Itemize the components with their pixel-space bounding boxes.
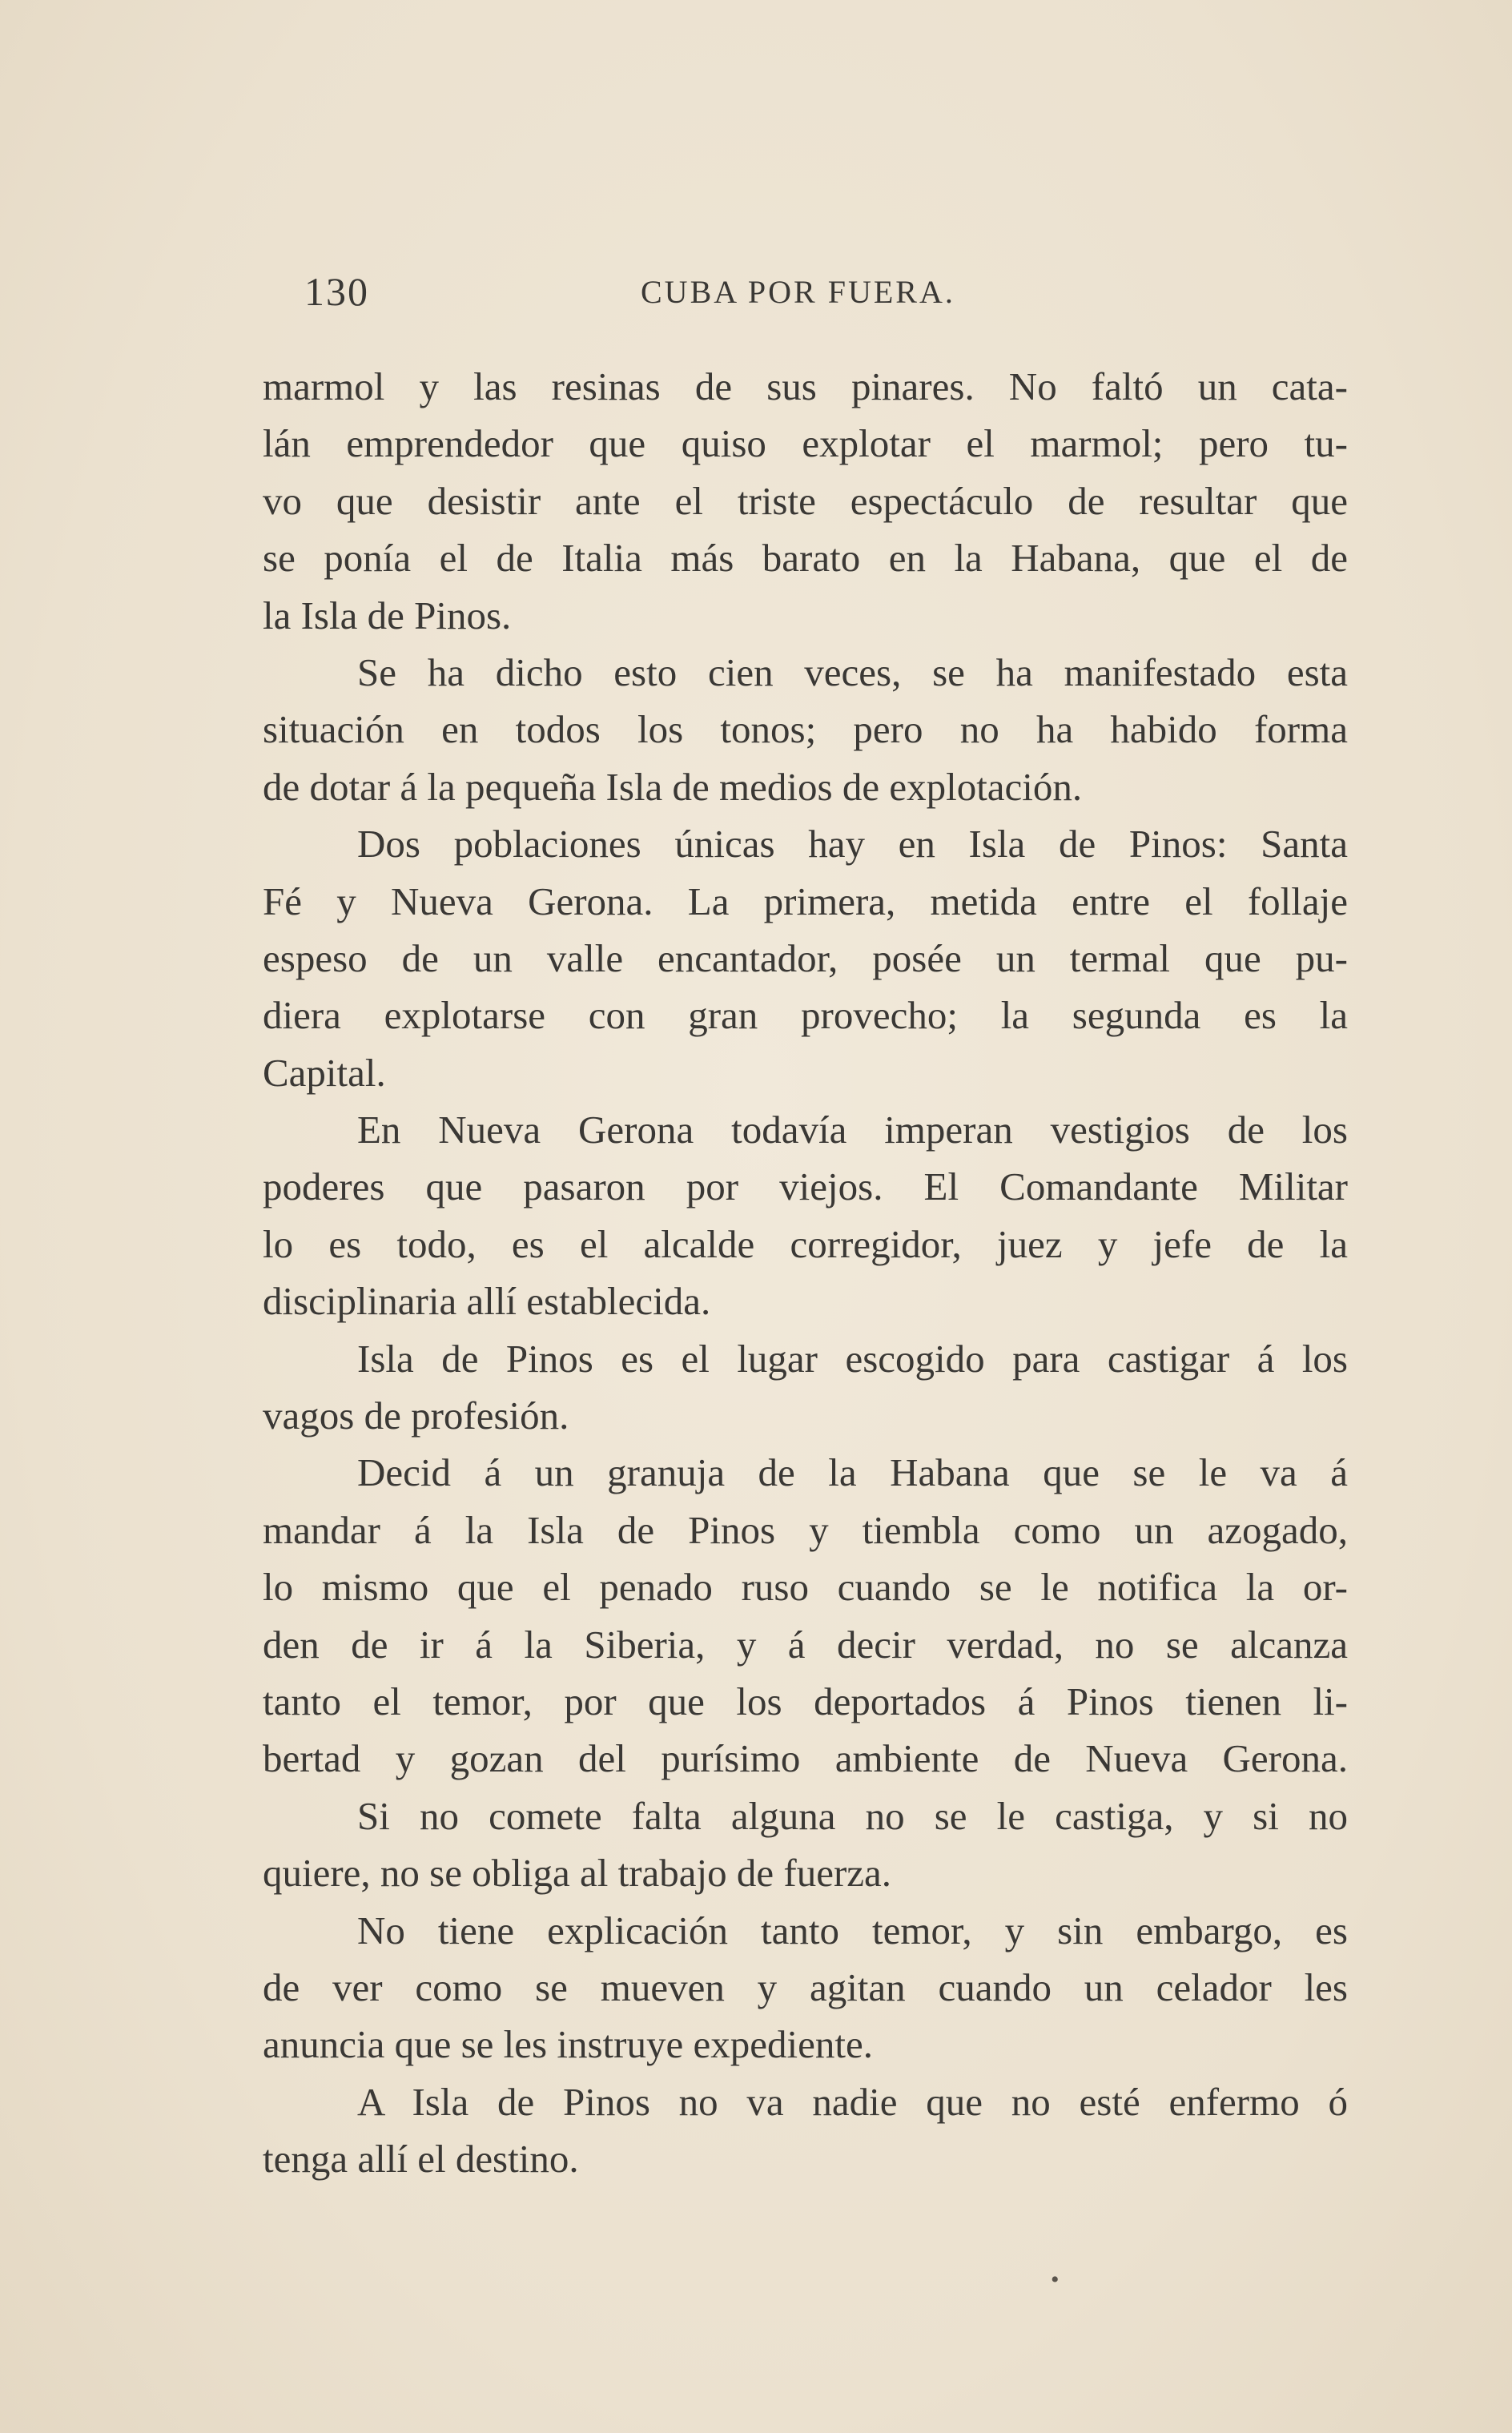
text-line: Se ha dicho esto cien veces, se ha manifestado esta <box>357 649 1348 694</box>
text-line: vo que desistir ante el triste espectáculo de resultar que <box>263 478 1348 523</box>
text-line: lán emprendedor que quiso explotar el marmol; pero tu- <box>263 421 1348 466</box>
text-line: No tiene explicación tanto temor, y sin embargo, es <box>357 1908 1348 1952</box>
text-line: Dos poblaciones únicas hay en Isla de Pinos: Santa <box>357 822 1348 867</box>
text-line: marmol y las resinas de sus pinares. No faltó un cata- <box>263 364 1348 408</box>
text-line: lo mismo que el penado ruso cuando se le notifica la or- <box>263 1565 1348 1610</box>
text-line: quiere, no se obliga al trabajo de fuerza. <box>263 1851 892 1896</box>
text-line: lo es todo, es el alcalde corregidor, juez y jefe de la <box>263 1221 1348 1266</box>
text-line: vagos de profesión. <box>263 1393 569 1438</box>
text-line: Si no comete falta alguna no se le castiga, y si no <box>357 1793 1348 1838</box>
text-line: Decid á un granuja de la Habana que se le va á <box>357 1450 1348 1495</box>
text-line: En Nueva Gerona todavía imperan vestigios de los <box>357 1108 1348 1152</box>
text-line: Isla de Pinos es el lugar escogido para castigar á los <box>357 1336 1348 1381</box>
text-line: den de ir á la Siberia, y á decir verdad, no se alcanza <box>263 1622 1348 1667</box>
text-line: mandar á la Isla de Pinos y tiembla como un azogado, <box>263 1507 1348 1552</box>
text-line: situación en todos los tonos; pero no ha habido forma <box>263 707 1348 752</box>
running-title: CUBA POR FUERA. <box>641 274 955 310</box>
body-text <box>263 358 1348 2188</box>
page-number: 130 <box>304 269 369 314</box>
text-line: disciplinaria allí establecida. <box>263 1279 711 1324</box>
text-line: Fé y Nueva Gerona. La primera, metida entre el follaje <box>263 879 1348 923</box>
text-line: A Isla de Pinos no va nadie que no esté enfermo ó <box>357 2079 1348 2124</box>
text-line: de dotar á la pequeña Isla de medios de explotación. <box>263 764 1083 809</box>
text-line: bertad y gozan del purísimo ambiente de Nueva Gerona. <box>263 1736 1348 1781</box>
text-line: de ver como se mueven y agitan cuando un celador les <box>263 1964 1348 2009</box>
text-line: Capital. <box>263 1050 386 1095</box>
text-line: diera explotarse con gran provecho; la segunda es la <box>263 993 1348 1038</box>
text-line: tanto el temor, por que los deportados á Pinos tienen li- <box>263 1679 1348 1723</box>
text-line: tenga allí el destino. <box>263 2137 579 2182</box>
text-line: la Isla de Pinos. <box>263 593 512 637</box>
text-line: anuncia que se les instruye expediente. <box>263 2022 873 2067</box>
text-line: espeso de un valle encantador, posée un termal que pu- <box>263 935 1348 980</box>
page-header <box>304 268 1345 324</box>
ink-speck: • <box>1051 2266 1060 2293</box>
text-line: poderes que pasaron por viejos. El Comandante Militar <box>263 1164 1348 1209</box>
text-line: se ponía el de Italia más barato en la Habana, que el de <box>263 536 1348 581</box>
